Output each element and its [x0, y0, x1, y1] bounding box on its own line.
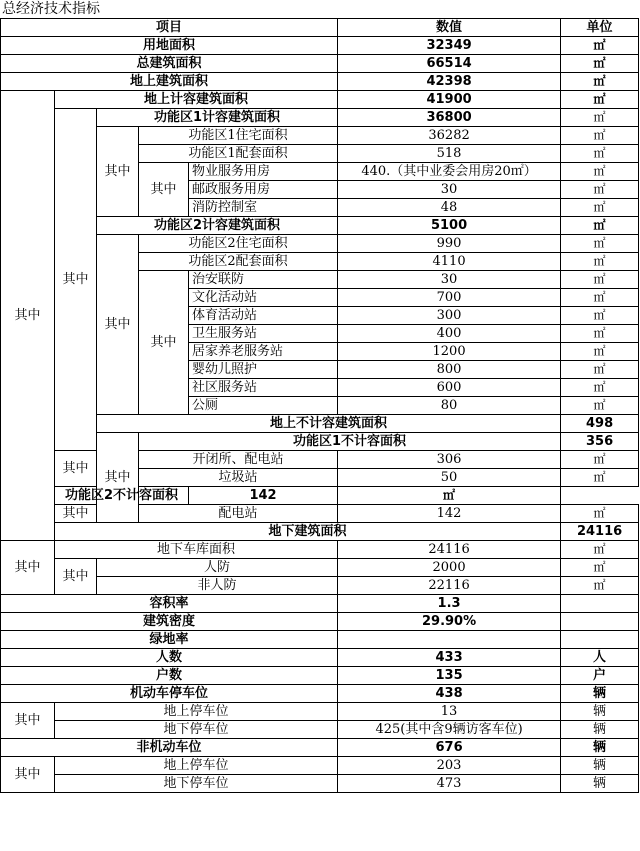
table-row: [1, 577, 639, 595]
row-unit: ㎡: [561, 325, 639, 343]
row-label: 人数: [1, 649, 338, 667]
row-value: 498: [561, 415, 639, 433]
row-unit: 辆: [561, 775, 639, 793]
table-row: [1, 505, 639, 523]
row-label: 功能区1住宅面积: [139, 127, 338, 145]
row-label: 体育活动站: [189, 307, 338, 325]
row-value: 600: [338, 379, 561, 397]
row-unit: ㎡: [561, 451, 639, 469]
table-row: [1, 541, 639, 559]
row-unit: ㎡: [561, 577, 639, 595]
row-value: 29.90%: [338, 613, 561, 631]
row-value: 433: [338, 649, 561, 667]
group-label-qizhong: 其中: [55, 505, 97, 523]
row-value: 300: [338, 307, 561, 325]
row-label: 开闭所、配电站: [139, 451, 338, 469]
row-label: 容积率: [1, 595, 338, 613]
table-row: [1, 487, 639, 505]
table-row: [1, 55, 639, 73]
row-label: 功能区2配套面积: [139, 253, 338, 271]
row-value: 676: [338, 739, 561, 757]
row-label: 地下车库面积: [55, 541, 338, 559]
row-unit: [561, 613, 639, 631]
row-label: 功能区2不计容面积: [55, 487, 189, 505]
row-unit: 辆: [561, 685, 639, 703]
row-value: 42398: [338, 73, 561, 91]
row-label: 绿地率: [1, 631, 338, 649]
row-unit: [561, 595, 639, 613]
row-unit: ㎡: [561, 361, 639, 379]
row-unit: ㎡: [561, 307, 639, 325]
row-unit: ㎡: [561, 343, 639, 361]
table-row: [1, 559, 639, 577]
row-unit: 辆: [561, 739, 639, 757]
row-label: 地上停车位: [55, 757, 338, 775]
header-item: 项目: [1, 19, 338, 37]
row-label: 地上不计容建筑面积: [97, 415, 561, 433]
table-row: [1, 37, 639, 55]
group-label-qizhong: 其中: [1, 541, 55, 595]
row-label: 人防: [97, 559, 338, 577]
table-row: [1, 613, 639, 631]
row-label: 地上停车位: [55, 703, 338, 721]
row-label: 功能区1计容建筑面积: [97, 109, 338, 127]
row-unit: ㎡: [561, 271, 639, 289]
group-label-qizhong: 其中: [1, 757, 55, 793]
row-value: 990: [338, 235, 561, 253]
row-label: 物业服务用房: [189, 163, 338, 181]
row-label: 功能区2计容建筑面积: [97, 217, 338, 235]
row-value: 518: [338, 145, 561, 163]
row-label: 配电站: [139, 505, 338, 523]
row-value: 80: [338, 397, 561, 415]
row-label: 治安联防: [189, 271, 338, 289]
row-value: 5100: [338, 217, 561, 235]
row-unit: ㎡: [561, 55, 639, 73]
row-label: 邮政服务用房: [189, 181, 338, 199]
row-label: 社区服务站: [189, 379, 338, 397]
row-unit: ㎡: [338, 487, 561, 505]
row-label: 总建筑面积: [1, 55, 338, 73]
row-value: 30: [338, 271, 561, 289]
row-unit: ㎡: [561, 397, 639, 415]
table-row: [1, 685, 639, 703]
row-unit: ㎡: [561, 253, 639, 271]
row-value: 30: [338, 181, 561, 199]
row-value: 1200: [338, 343, 561, 361]
table-row: [1, 217, 639, 235]
row-value: 800: [338, 361, 561, 379]
row-value: [338, 631, 561, 649]
table-row: [1, 649, 639, 667]
row-label: 功能区1不计容面积: [139, 433, 561, 451]
row-value: 24116: [338, 541, 561, 559]
row-value: 36800: [338, 109, 561, 127]
row-value: 438: [338, 685, 561, 703]
row-unit: 辆: [561, 721, 639, 739]
group-label-qizhong: 其中: [139, 163, 189, 217]
row-label: 功能区2住宅面积: [139, 235, 338, 253]
row-value: 41900: [338, 91, 561, 109]
row-unit: ㎡: [561, 469, 639, 487]
table-row: [1, 757, 639, 775]
row-label: 用地面积: [1, 37, 338, 55]
row-value: 306: [338, 451, 561, 469]
group-label-qizhong: 其中: [97, 127, 139, 217]
row-value: 142: [338, 505, 561, 523]
row-unit: ㎡: [561, 181, 639, 199]
header-unit: 单位: [561, 19, 639, 37]
row-value: 142: [189, 487, 338, 505]
table-row: [1, 703, 639, 721]
row-value: 13: [338, 703, 561, 721]
row-unit: ㎡: [561, 217, 639, 235]
header-value: 数值: [338, 19, 561, 37]
row-label: 婴幼儿照护: [189, 361, 338, 379]
group-label-qizhong: 其中: [55, 451, 97, 487]
row-unit: ㎡: [561, 145, 639, 163]
row-label: 非机动车位: [1, 739, 338, 757]
row-value: 50: [338, 469, 561, 487]
row-label: 消防控制室: [189, 199, 338, 217]
row-value: 425(其中含9辆访客车位): [338, 721, 561, 739]
row-unit: ㎡: [561, 379, 639, 397]
group-label-qizhong: 其中: [97, 433, 139, 523]
table-row: [1, 595, 639, 613]
row-unit: ㎡: [561, 109, 639, 127]
row-label: 垃圾站: [139, 469, 338, 487]
header-row: [1, 19, 639, 37]
row-value: 1.3: [338, 595, 561, 613]
row-value: 700: [338, 289, 561, 307]
row-label: 地下停车位: [55, 721, 338, 739]
row-unit: [561, 631, 639, 649]
row-label: 功能区1配套面积: [139, 145, 338, 163]
row-label: 地上计容建筑面积: [55, 91, 338, 109]
row-value: 66514: [338, 55, 561, 73]
row-unit: ㎡: [561, 559, 639, 577]
table-title: 总经济技术指标: [2, 1, 100, 17]
group-label-qizhong: 其中: [55, 109, 97, 451]
table-row: [1, 235, 639, 253]
table-row: [1, 109, 639, 127]
row-unit: ㎡: [561, 289, 639, 307]
group-label-qizhong: 其中: [139, 271, 189, 415]
row-label: 文化活动站: [189, 289, 338, 307]
row-value: 440.（其中业委会用房20㎡）: [338, 163, 561, 181]
table-row: [1, 433, 639, 451]
row-label: 机动车停车位: [1, 685, 338, 703]
row-unit: 辆: [561, 703, 639, 721]
row-unit: 户: [561, 667, 639, 685]
table-row: [1, 721, 639, 739]
row-value: 400: [338, 325, 561, 343]
row-value: 32349: [338, 37, 561, 55]
row-value: 4110: [338, 253, 561, 271]
table-row: [1, 127, 639, 145]
row-value: 2000: [338, 559, 561, 577]
row-unit: ㎡: [561, 505, 639, 523]
table-row: [1, 73, 639, 91]
row-unit: 人: [561, 649, 639, 667]
table-row: [1, 91, 639, 109]
row-label: 居家养老服务站: [189, 343, 338, 361]
group-label-qizhong: 其中: [1, 703, 55, 739]
table-row: [1, 775, 639, 793]
table-row: [1, 523, 639, 541]
group-label-qizhong: 其中: [1, 91, 55, 541]
row-value: 203: [338, 757, 561, 775]
row-value: 48: [338, 199, 561, 217]
table-row: [1, 451, 639, 469]
row-unit: ㎡: [561, 163, 639, 181]
table-row: [1, 739, 639, 757]
row-unit: ㎡: [561, 199, 639, 217]
row-value: 473: [338, 775, 561, 793]
row-value: 356: [561, 433, 639, 451]
table-row: [1, 415, 639, 433]
row-unit: ㎡: [561, 235, 639, 253]
row-label: 卫生服务站: [189, 325, 338, 343]
table-row: [1, 667, 639, 685]
group-label-qizhong: 其中: [55, 559, 97, 595]
row-value: 24116: [561, 523, 639, 541]
row-value: 135: [338, 667, 561, 685]
row-label: 户数: [1, 667, 338, 685]
row-unit: 辆: [561, 757, 639, 775]
indicator-table: [0, 18, 639, 793]
group-label-qizhong: 其中: [97, 235, 139, 415]
row-label: 非人防: [97, 577, 338, 595]
row-label: 公厕: [189, 397, 338, 415]
row-unit: ㎡: [561, 91, 639, 109]
row-unit: ㎡: [561, 127, 639, 145]
row-label: 建筑密度: [1, 613, 338, 631]
table-row: [1, 631, 639, 649]
row-label: 地下停车位: [55, 775, 338, 793]
row-unit: ㎡: [561, 541, 639, 559]
row-value: 22116: [338, 577, 561, 595]
row-value: 36282: [338, 127, 561, 145]
row-label: 地下建筑面积: [55, 523, 561, 541]
row-unit: ㎡: [561, 73, 639, 91]
row-label: 地上建筑面积: [1, 73, 338, 91]
row-unit: ㎡: [561, 37, 639, 55]
